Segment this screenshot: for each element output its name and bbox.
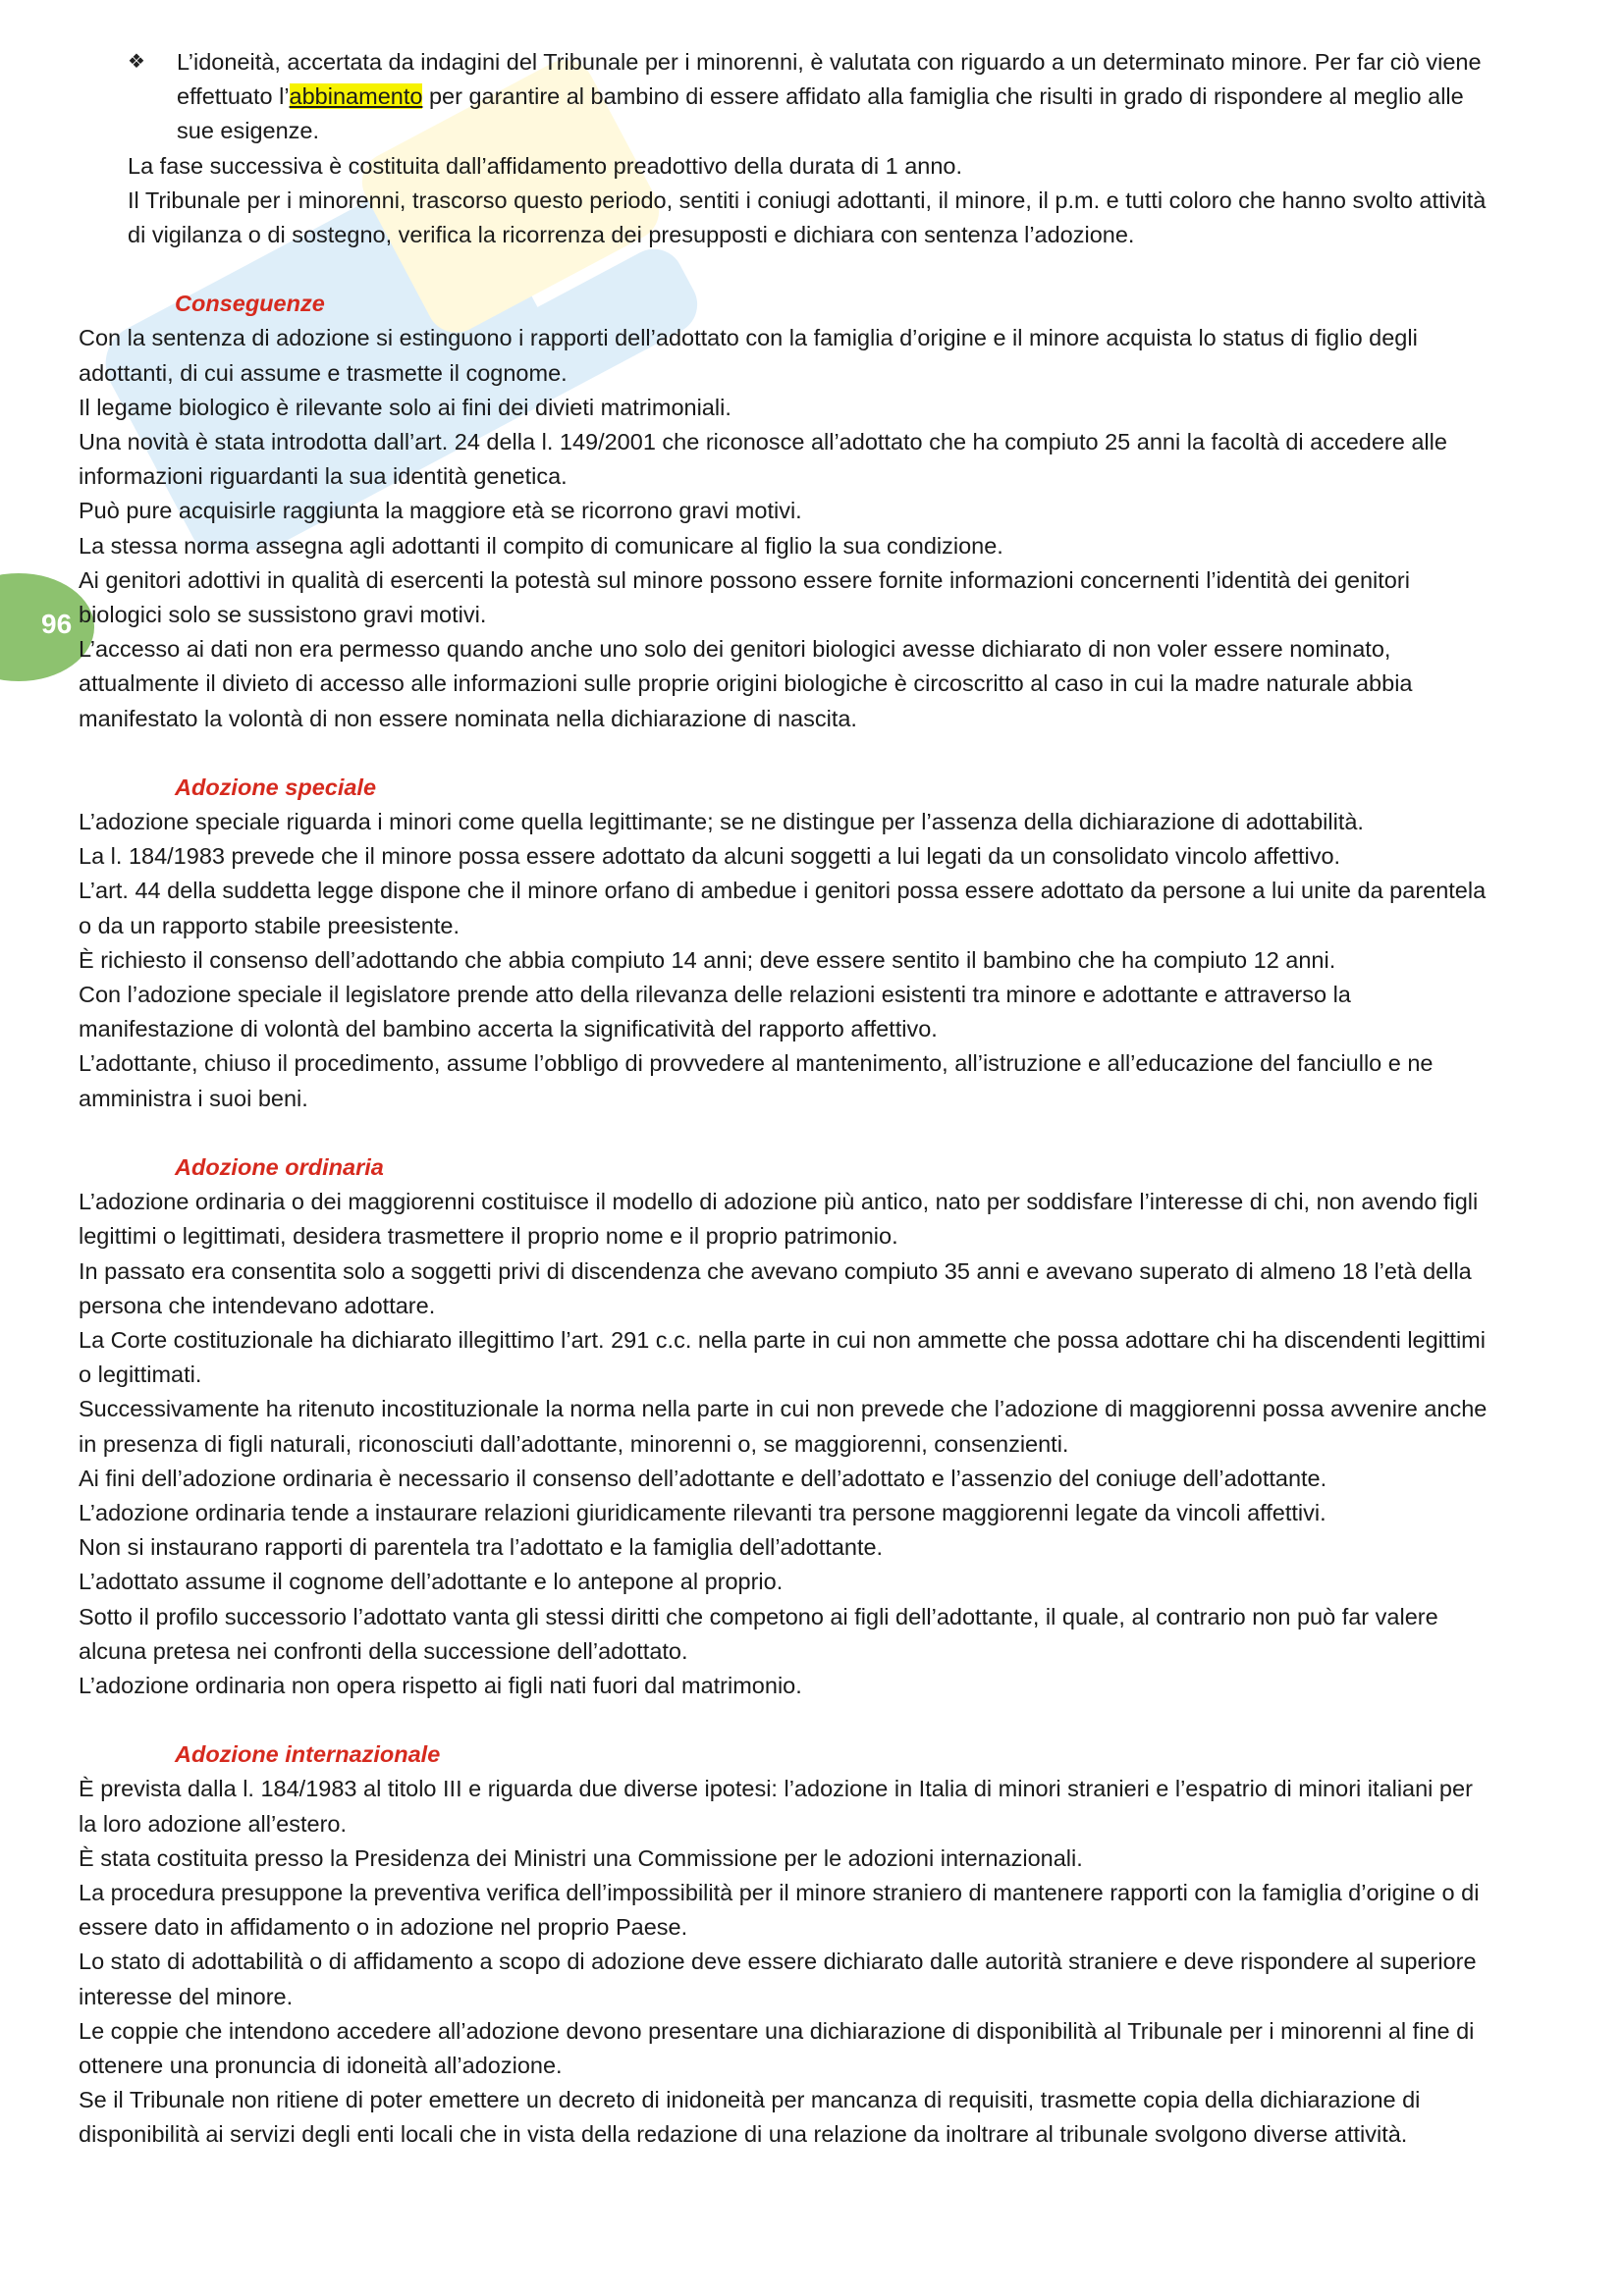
paragraph: Le coppie che intendono accedere all’adozione devono presentare una dichiarazione di disponibilità al Tribunale per i minorenni al fine di ottenere una pronuncia di idoneità all’adozione. bbox=[79, 2017, 1475, 2078]
section-conseguenze bbox=[79, 287, 1492, 736]
section-adozione-speciale bbox=[79, 771, 1492, 1116]
paragraph: L’adozione ordinaria o dei maggiorenni costituisce il modello di adozione più antico, nato per soddisfare l’interesse di chi, non avendo figli legittimi o legittimati, desidera trasmettere il proprio nome e il proprio patrimonio. bbox=[79, 1189, 1479, 1250]
section-heading: Adozione speciale bbox=[175, 774, 377, 800]
paragraph: È stata costituita presso la Presidenza dei Ministri una Commissione per le adozioni internazionali. bbox=[79, 1844, 1083, 1871]
paragraph: Sotto il profilo successorio l’adottato vanta gli stessi diritti che competono ai figli dell’adottante, il quale, al contrario non può far valere alcuna pretesa nei confronti della successione dell’adottato. bbox=[79, 1603, 1438, 1664]
page-number: 96 bbox=[41, 609, 73, 639]
paragraph: Una novità è stata introdotta dall’art. 24 della l. 149/2001 che riconosce all’adottato che ha compiuto 25 anni la facoltà di accedere alle informazioni riguardanti la sua identità genetica. bbox=[79, 429, 1447, 490]
paragraph: Con la sentenza di adozione si estinguono i rapporti dell’adottato con la famiglia d’origine e il minore acquista lo status di figlio degli adottanti, di cui assume e trasmette il cognome. bbox=[79, 325, 1418, 386]
paragraph: È prevista dalla l. 184/1983 al titolo III e riguarda due diverse ipotesi: l’adozione in Italia di minori stranieri e l’espatrio di minori italiani per la loro adozione all’estero. bbox=[79, 1776, 1473, 1837]
highlighted-term: abbinamento bbox=[289, 83, 423, 110]
intro-paragraph: La fase successiva è costituita dall’affidamento preadottivo della durata di 1 anno. bbox=[128, 152, 963, 179]
section-heading: Adozione ordinaria bbox=[175, 1153, 384, 1180]
section-adozione-internazionale bbox=[79, 1737, 1492, 2152]
paragraph: Non si instaurano rapporti di parentela tra l’adottato e la famiglia dell’adottante. bbox=[79, 1534, 884, 1561]
paragraph: L’adozione ordinaria non opera rispetto ai figli nati fuori dal matrimonio. bbox=[79, 1672, 802, 1698]
diamond-bullet-icon: ❖ bbox=[128, 51, 145, 73]
paragraph: Successivamente ha ritenuto incostituzionale la norma nella parte in cui non prevede che l’adozione di maggiorenni possa avvenire anche in presenza di figli naturali, riconosciuti dall’adottante, minorenni o, se maggiorenni, consenzienti. bbox=[79, 1396, 1488, 1457]
paragraph: Ai fini dell’adozione ordinaria è necessario il consenso dell’adottante e dell’adottato e l’assenzio del coniuge dell’adottante. bbox=[79, 1465, 1327, 1491]
paragraph: L’adozione speciale riguarda i minori come quella legittimante; se ne distingue per l’assenza della dichiarazione di adottabilità. bbox=[79, 809, 1364, 835]
section-heading: Adozione internazionale bbox=[175, 1741, 441, 1768]
paragraph: La stessa norma assegna agli adottanti il compito di comunicare al figlio la sua condizione. bbox=[79, 532, 1003, 559]
document-body bbox=[79, 45, 1492, 2153]
paragraph: Il legame biologico è rilevante solo ai fini dei divieti matrimoniali. bbox=[79, 394, 731, 420]
intro-paragraph: Il Tribunale per i minorenni, trascorso questo periodo, sentiti i coniugi adottanti, il minore, il p.m. e tutti coloro che hanno svolto attività di vigilanza o di sostegno, verifica la ricorrenza dei presupposti e dichiara con sentenza l’adozione. bbox=[128, 187, 1487, 248]
paragraph: L’art. 44 della suddetta legge dispone che il minore orfano di ambedue i genitori possa essere adottato da persone a lui unite da parentela o da un rapporto stabile preesistente. bbox=[79, 878, 1487, 938]
paragraph: La Corte costituzionale ha dichiarato illegittimo l’art. 291 c.c. nella parte in cui non ammette che possa adottare chi ha discendenti legittimi o legittimati. bbox=[79, 1326, 1486, 1388]
paragraph: Se il Tribunale non ritiene di poter emettere un decreto di inidoneità per mancanza di requisiti, trasmette copia della dichiarazione di disponibilità ai servizi degli enti locali che in vista della redazione di una relazione da inoltrare al tribunale svolgono diverse attività. bbox=[79, 2087, 1421, 2148]
paragraph: L’accesso ai dati non era permesso quando anche uno solo dei genitori biologici avesse dichiarato di non voler essere nominato, attualmente il divieto di accesso alle informazioni sulle proprie origini biologiche è circoscritto al caso in cui la madre naturale abbia manifestato la volontà di non essere nominata nella dichiarazione di nascita. bbox=[79, 636, 1413, 731]
paragraph: Può pure acquisirle raggiunta la maggiore età se ricorrono gravi motivi. bbox=[79, 498, 802, 524]
paragraph: Con l’adozione speciale il legislatore prende atto della rilevanza delle relazioni esistenti tra minore e adottante e attraverso la manifestazione di volontà del bambino accerta la significatività del rapporto affettivo. bbox=[79, 982, 1351, 1042]
paragraph: La procedura presuppone la preventiva verifica dell’impossibilità per il minore straniero di mantenere rapporti con la famiglia d’origine o di essere dato in affidamento o in adozione nel proprio Paese. bbox=[79, 1879, 1480, 1941]
section-adozione-ordinaria bbox=[79, 1150, 1492, 1703]
paragraph: L’adottato assume il cognome dell’adottante e lo antepone al proprio. bbox=[79, 1569, 784, 1595]
paragraph: L’adottante, chiuso il procedimento, assume l’obbligo di provvedere al mantenimento, all’istruzione e all’educazione del fanciullo e ne amministra i suoi beni. bbox=[79, 1050, 1434, 1111]
paragraph: La l. 184/1983 prevede che il minore possa essere adottato da alcuni soggetti a lui legati da un consolidato vincolo affettivo. bbox=[79, 843, 1341, 870]
intro-bullet: ❖ L’idoneità, accertata da indagini del Tribunale per i minorenni, è valutata con riguardo a un determinato minore. Per far ciò viene effettuato l’abbinamento per garantire al bambino di essere affidato alla famiglia che risulti in grado di rispondere al meglio alle sue esigenze. bbox=[79, 45, 1492, 149]
paragraph: In passato era consentita solo a soggetti privi di discendenza che avevano compiuto 35 anni e avevano superato di almeno 18 l’età della persona che intendevano adottare. bbox=[79, 1257, 1472, 1318]
paragraph: L’adozione ordinaria tende a instaurare relazioni giuridicamente rilevanti tra persone maggiorenni legate da vincoli affettivi. bbox=[79, 1499, 1326, 1525]
paragraph: Lo stato di adottabilità o di affidamento a scopo di adozione deve essere dichiarato dalle autorità straniere e deve rispondere al superiore interesse del minore. bbox=[79, 1949, 1477, 2009]
section-heading: Conseguenze bbox=[175, 291, 325, 317]
paragraph: È richiesto il consenso dell’adottando che abbia compiuto 14 anni; deve essere sentito il bambino che ha compiuto 12 anni. bbox=[79, 946, 1336, 973]
paragraph: Ai genitori adottivi in qualità di esercenti la potestà sul minore possono essere fornite informazioni concernenti l’identità dei genitori biologici solo se sussistono gravi motivi. bbox=[79, 566, 1410, 628]
